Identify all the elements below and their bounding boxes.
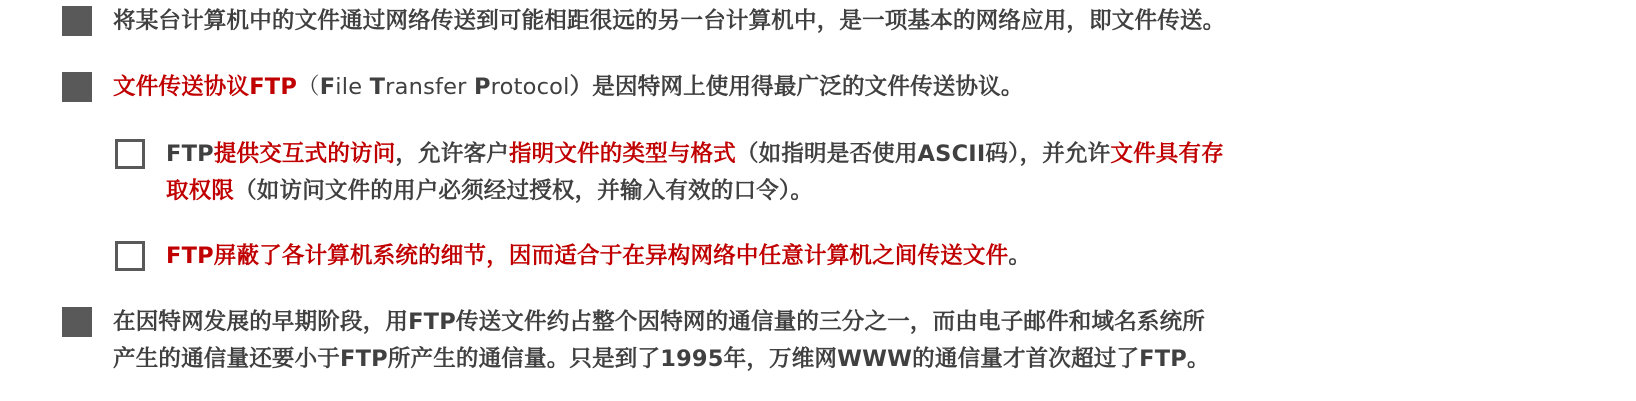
p3-red-interactive: 提供交互式的访问 bbox=[213, 141, 396, 167]
bullet-square-3 bbox=[62, 307, 92, 337]
p3-red-access-2: 取权限 bbox=[166, 178, 235, 204]
p2-F: F bbox=[319, 74, 336, 100]
p4-period: 。 bbox=[1008, 243, 1032, 269]
paragraph-3-line-1 bbox=[166, 135, 1224, 173]
p2-rotocol: rotocol bbox=[490, 74, 570, 100]
checkbox-bullet-1 bbox=[115, 139, 145, 169]
p2-P: P bbox=[473, 74, 491, 100]
p2-ile: ile bbox=[335, 74, 370, 100]
paragraph-2 bbox=[113, 68, 1024, 106]
paragraph-3-line-2 bbox=[166, 172, 813, 210]
p4-red-text: FTP屏蔽了各计算机系统的细节，因而适合于在异构网络中任意计算机之间传送文件 bbox=[166, 243, 1009, 269]
paragraph-4 bbox=[166, 237, 1031, 275]
p5-line2-text: 产生的通信量还要小于FTP所产生的通信量。只是到了1995年，万维网WWW的通信量才首次超过了FTP。 bbox=[113, 346, 1210, 372]
p2-tail: ）是因特网上使用得最广泛的文件传送协议。 bbox=[569, 74, 1024, 100]
bullet-square-2 bbox=[62, 72, 92, 102]
bullet-square-1 bbox=[62, 6, 92, 36]
p3-tail: （如访问文件的用户必须经过授权，并输入有效的口令）。 bbox=[234, 178, 814, 204]
paragraph-1-line-1 bbox=[113, 2, 1225, 40]
p1-text: 将某台计算机中的文件通过网络传送到可能相距很远的另一台计算机中，是一项基本的网络应用，即文件传送。 bbox=[113, 8, 1226, 34]
p5-line1-text: 在因特网发展的早期阶段，用FTP传送文件约占整个因特网的通信量的三分之一，而由电子邮件和域名系统所 bbox=[113, 309, 1206, 335]
p3-ascii: （如指明是否使用ASCII码），并允许 bbox=[735, 141, 1111, 167]
paragraph-5-line-1 bbox=[113, 303, 1205, 341]
p2-paren-open: （ bbox=[297, 74, 320, 100]
p3-allow-client: ，允许客户 bbox=[395, 141, 509, 167]
paragraph-5-line-2 bbox=[113, 340, 1210, 378]
p3-red-access-1: 文件具有存 bbox=[1110, 141, 1224, 167]
p2-red-ftp: 文件传送协议FTP bbox=[113, 74, 298, 100]
p2-ransfer: ransfer bbox=[385, 74, 474, 100]
checkbox-bullet-2 bbox=[115, 241, 145, 271]
p3-ftp: FTP bbox=[166, 141, 214, 167]
p3-red-type-format: 指明文件的类型与格式 bbox=[508, 141, 736, 167]
p2-T: T bbox=[369, 74, 386, 100]
